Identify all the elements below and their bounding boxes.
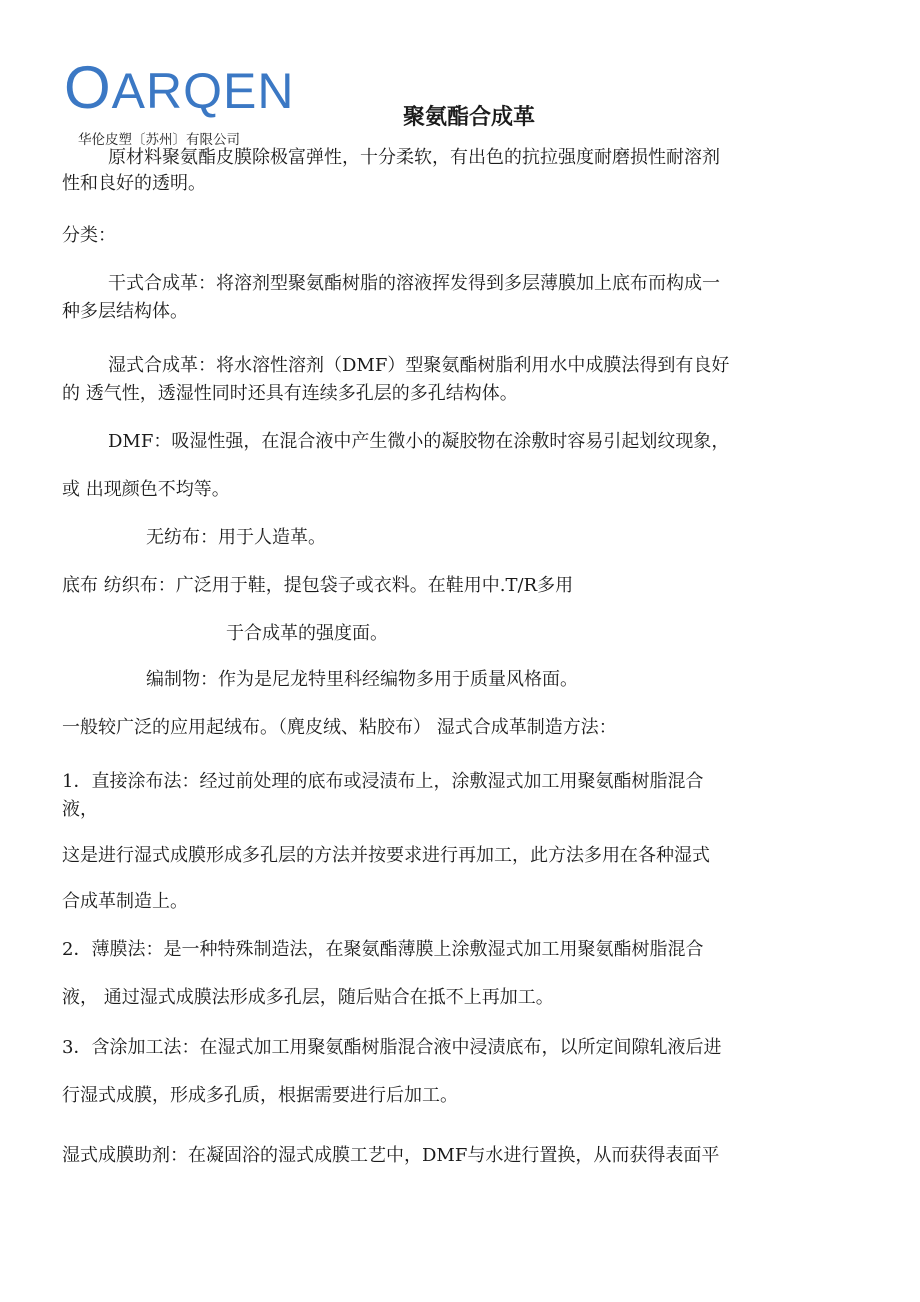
paragraph-line: 干式合成革：将溶剂型聚氨酯树脂的溶液挥发得到多层薄膜加上底布而构成一	[108, 273, 720, 294]
paragraph-line: 湿式合成革：将水溶性溶剂（DMF）型聚氨酯树脂利用水中成膜法得到有良好	[108, 355, 730, 376]
company-logo	[64, 54, 295, 148]
paragraph-line: 原材料聚氨酯皮膜除极富弹性，十分柔软，有出色的抗拉强度耐磨损性耐溶剂	[108, 147, 720, 168]
paragraph-line: 或 出现颜色不均等。	[62, 479, 230, 500]
paragraph-line: 2．薄膜法：是一种特殊制造法，在聚氨酯薄膜上涂敷湿式加工用聚氨酯树脂混合	[62, 939, 704, 960]
paragraph-line: 湿式成膜助剂：在凝固浴的湿式成膜工艺中，DMF与水进行置换，从而获得表面平	[62, 1145, 720, 1166]
paragraph-line: 液， 通过湿式成膜法形成多孔层，随后贴合在抵不上再加工。	[62, 987, 554, 1008]
section-label: 分类：	[62, 225, 116, 246]
paragraph-line: 性和良好的透明。	[62, 173, 206, 194]
paragraph-line: 的 透气性，透湿性同时还具有连续多孔层的多孔结构体。	[62, 383, 518, 404]
paragraph-line: 种多层结构体。	[62, 301, 188, 322]
paragraph-line: 液，	[62, 799, 98, 820]
paragraph-line: 编制物：作为是尼龙特里科经编物多用于质量风格面。	[146, 669, 578, 690]
paragraph-line: 一般较广泛的应用起绒布。（麂皮绒、粘胶布） 湿式合成革制造方法：	[62, 717, 617, 738]
logo-company-name: 华伦皮塑〔苏州〕有限公司	[78, 132, 240, 148]
paragraph-line: DMF：吸湿性强，在混合液中产生微小的凝胶物在涂敷时容易引起划纹现象，	[108, 431, 730, 452]
paragraph-line: 1．直接涂布法：经过前处理的底布或浸渍布上，涂敷湿式加工用聚氨酯树脂混合	[62, 771, 704, 792]
document-title: 聚氨酯合成革	[403, 105, 536, 130]
paragraph-line: 行湿式成膜，形成多孔质，根据需要进行后加工。	[62, 1085, 458, 1106]
paragraph-line: 合成革制造上。	[62, 891, 188, 912]
paragraph-line: 于合成革的强度面。	[226, 623, 388, 644]
paragraph-line: 3．含涂加工法：在湿式加工用聚氨酯树脂混合液中浸渍底布，以所定间隙轧液后进	[62, 1037, 722, 1058]
paragraph-line: 底布 纺织布：广泛用于鞋，提包袋子或衣料。在鞋用中.T/R多用	[62, 575, 574, 596]
logo-wordmark: OARQEN	[64, 54, 295, 121]
paragraph-line: 无纺布：用于人造革。	[146, 527, 326, 548]
paragraph-line: 这是进行湿式成膜形成多孔层的方法并按要求进行再加工，此方法多用在各种湿式	[62, 845, 710, 866]
